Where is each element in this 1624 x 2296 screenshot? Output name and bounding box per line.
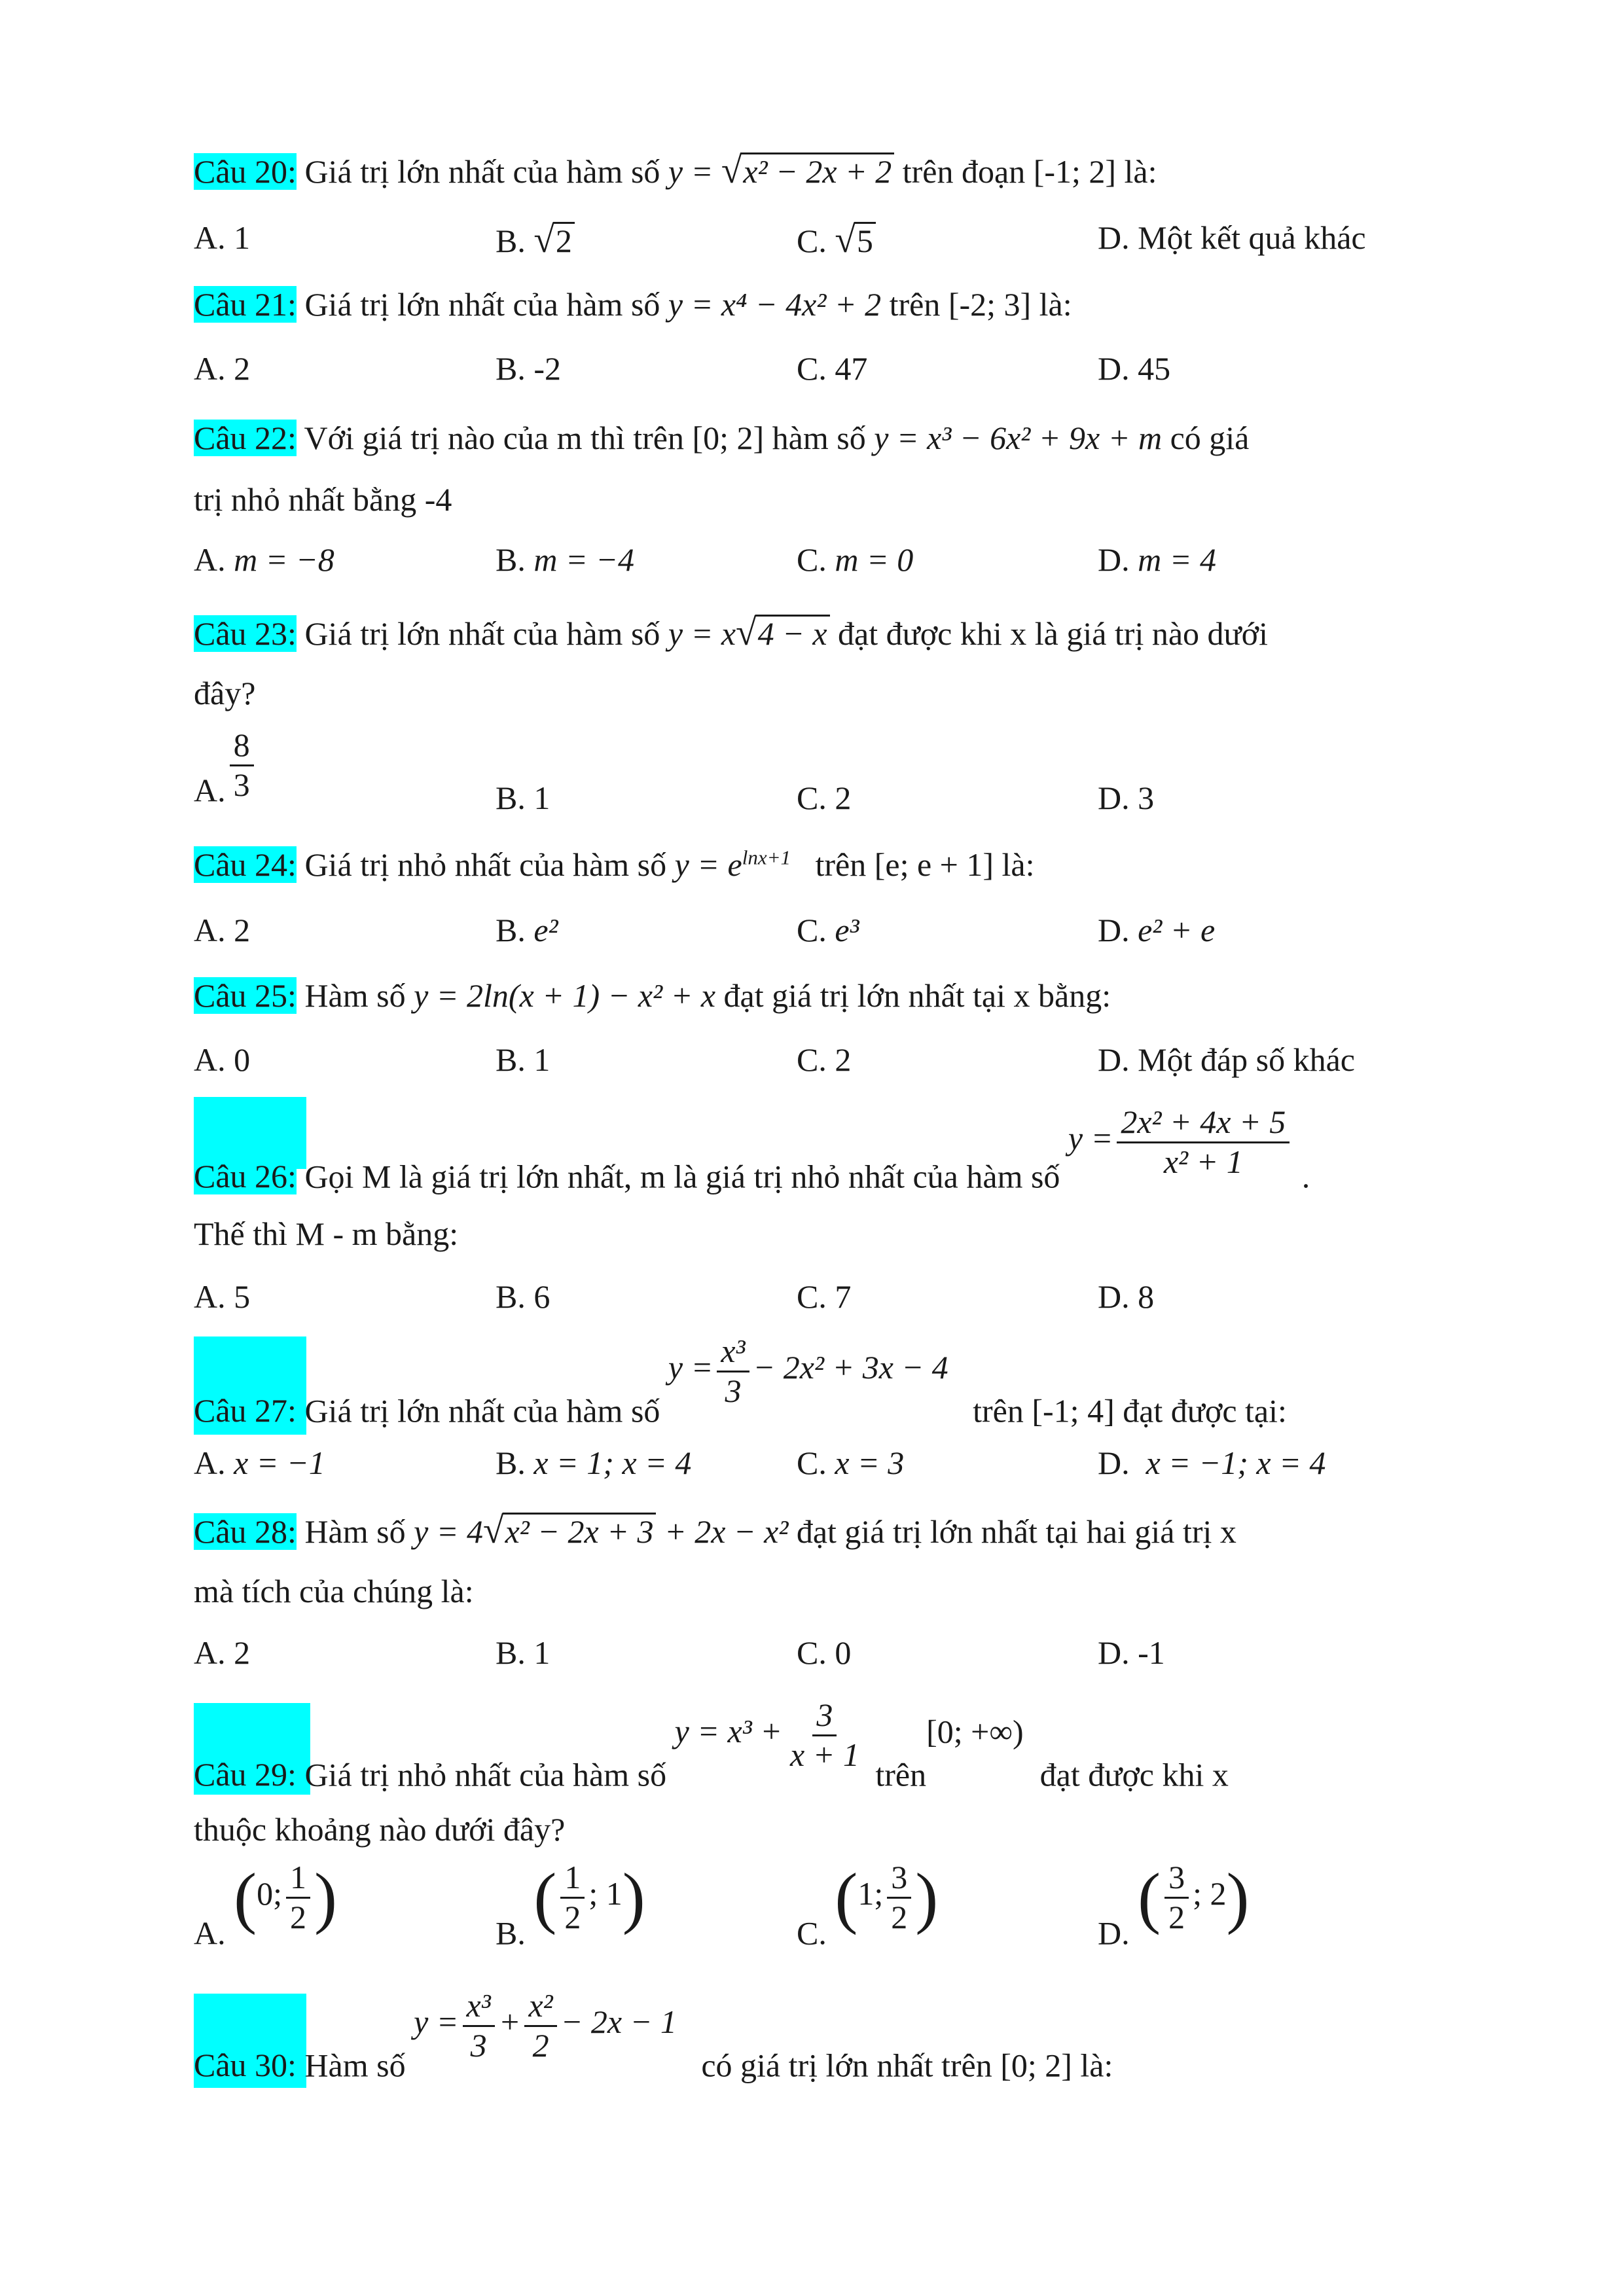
option-a: A. (0; $\frac{1}{2}$ ) xyxy=(194,1859,337,1952)
question-24 xyxy=(194,846,1437,884)
question-29 xyxy=(194,1696,1437,1793)
option-a: A. 2 xyxy=(194,350,251,387)
option-d: D. e² + e xyxy=(1098,912,1216,948)
question-text: Hàm số xyxy=(304,1513,406,1550)
question-label: Câu 21: xyxy=(194,286,297,323)
option-c: C. x = 3 xyxy=(797,1444,905,1481)
option-b: B. -2 xyxy=(496,350,561,387)
question-label: Câu 22: xyxy=(194,420,297,456)
question-label: Câu 20: xyxy=(194,153,297,190)
question-26-line2: Thế thì M - m bằng: xyxy=(194,1215,459,1252)
option-a: A. 2 xyxy=(194,912,251,948)
option-d: D. x = −1; x = 4 xyxy=(1098,1444,1326,1481)
formula: y = x³ − 6x² + 9x + m xyxy=(874,420,1163,456)
option-c: C. 7 xyxy=(797,1278,852,1315)
question-text: Giá trị lớn nhất của hàm số xyxy=(304,1392,660,1429)
question-text-after: đạt được khi x là giá trị nào dưới xyxy=(838,615,1268,652)
question-text: Giá trị lớn nhất của hàm số xyxy=(304,153,660,190)
question-23 xyxy=(194,611,1437,654)
option-a: A. 5 xyxy=(194,1278,251,1315)
option-a: A. x = −1 xyxy=(194,1444,325,1481)
question-text-after: đạt được khi x xyxy=(1039,1756,1229,1793)
option-c: C. 0 xyxy=(797,1634,852,1671)
option-a: A. 1 xyxy=(194,219,251,256)
question-label: Câu 24: xyxy=(194,846,297,883)
question-30 xyxy=(194,1987,1437,2084)
question-label: Câu 30: xyxy=(194,2047,297,2084)
option-d: D. ( $\frac{3}{2}$ ; 2) xyxy=(1098,1859,1250,1952)
option-c: C. √5 xyxy=(797,219,876,261)
option-c: C. (1; $\frac{3}{2}$ ) xyxy=(797,1859,939,1952)
question-text-after: trên [-2; 3] là: xyxy=(889,286,1072,323)
option-b: B. x = 1; x = 4 xyxy=(496,1444,692,1481)
option-a: A. 2 xyxy=(194,1634,251,1671)
question-text: Với giá trị nào của m thì trên [0; 2] hàm số xyxy=(304,420,866,456)
option-c: C. 47 xyxy=(797,350,868,387)
option-c: C. e³ xyxy=(797,912,859,948)
option-b: B. ( $\frac{1}{2}$ ; 1) xyxy=(496,1859,645,1952)
option-d: D. -1 xyxy=(1098,1634,1165,1671)
option-c: C. m = 0 xyxy=(797,541,914,578)
question-23-line2: đây? xyxy=(194,675,256,711)
formula: y = $\frac{\text{2x² + 4x + 5}}{\text{x² + 1}}$ xyxy=(1068,1120,1293,1157)
formula: y = 2ln(x + 1) − x² + x xyxy=(414,977,716,1014)
question-text: Giá trị lớn nhất của hàm số xyxy=(304,286,660,323)
formula: y = 4√x² − 2x + 3 + 2x − x² xyxy=(414,1510,789,1551)
question-text: Gọi M là giá trị lớn nhất, m là giá trị nhỏ nhất của hàm số xyxy=(304,1158,1060,1195)
question-22 xyxy=(194,419,1437,457)
option-d: D. 45 xyxy=(1098,350,1171,387)
question-text-after: có giá trị lớn nhất trên [0; 2] là: xyxy=(701,2047,1113,2084)
formula: y = √x² − 2x + 2 xyxy=(668,153,894,190)
formula: y = $\frac{\text{x³}}{3}$ + $\frac{\text{x²}}{2}$ − 2x − 1 xyxy=(414,1987,677,2064)
option-d: D. 3 xyxy=(1098,780,1155,816)
question-text-after: trên đoạn [-1; 2] là: xyxy=(902,153,1157,190)
formula: y = x³ + $\frac{3}{x + 1}$ xyxy=(674,1696,859,1773)
question-28 xyxy=(194,1509,1437,1552)
question-20 xyxy=(194,149,1437,192)
interval: [0; +∞) xyxy=(926,1713,1024,1750)
option-c: C. 2 xyxy=(797,1041,852,1078)
question-label: Câu 26: xyxy=(194,1158,297,1195)
formula: $y = e^{lnx+1}$ xyxy=(674,846,791,883)
question-text-mid: trên xyxy=(875,1756,927,1793)
question-text-after: đạt giá trị lớn nhất tại x bằng: xyxy=(723,977,1111,1014)
question-label: Câu 27: xyxy=(194,1392,297,1429)
question-label: Câu 29: xyxy=(194,1756,297,1793)
option-b: B. 1 xyxy=(496,780,550,816)
question-label: Câu 25: xyxy=(194,977,297,1014)
formula: y = x√4 − x xyxy=(668,615,830,652)
question-text: Hàm số xyxy=(304,977,406,1014)
option-d: D. Một đáp số khác xyxy=(1098,1041,1355,1078)
question-22-line2: trị nhỏ nhất bằng -4 xyxy=(194,481,452,518)
question-21 xyxy=(194,285,1437,323)
option-a: A. $\frac{8}{3}$ xyxy=(194,726,258,809)
question-text: Giá trị lớn nhất của hàm số xyxy=(304,615,660,652)
question-text: Hàm số xyxy=(304,2047,406,2084)
question-label: Câu 23: xyxy=(194,615,297,652)
option-a: A. 0 xyxy=(194,1041,251,1078)
question-text-after: đạt giá trị lớn nhất tại hai giá trị x xyxy=(796,1513,1236,1550)
question-text: Giá trị nhỏ nhất của hàm số xyxy=(304,1756,667,1793)
option-c: C. 2 xyxy=(797,780,852,816)
question-text-after: . xyxy=(1301,1158,1310,1195)
question-text-after: trên [-1; 4] đạt được tại: xyxy=(973,1392,1287,1429)
option-b: B. m = −4 xyxy=(496,541,634,578)
question-text-after: có giá xyxy=(1170,420,1250,456)
option-b: B. 1 xyxy=(496,1041,550,1078)
option-b: B. 1 xyxy=(496,1634,550,1671)
option-b: B. e² xyxy=(496,912,558,948)
question-26 xyxy=(194,1103,1437,1195)
option-b: B. 6 xyxy=(496,1278,550,1315)
option-a: A. m = −8 xyxy=(194,541,334,578)
question-text-after: trên [e; e + 1] là: xyxy=(815,846,1035,883)
question-29-line2: thuộc khoảng nào dưới đây? xyxy=(194,1811,566,1848)
question-25 xyxy=(194,977,1437,1014)
formula: y = $\frac{\text{x³}}{3}$ − 2x² + 3x − 4 xyxy=(668,1333,948,1409)
question-27 xyxy=(194,1333,1437,1429)
question-text: Giá trị nhỏ nhất của hàm số xyxy=(304,846,667,883)
option-d: D. 8 xyxy=(1098,1278,1155,1315)
option-d: D. Một kết quả khác xyxy=(1098,219,1366,256)
question-28-line2: mà tích của chúng là: xyxy=(194,1573,474,1609)
question-label: Câu 28: xyxy=(194,1513,297,1550)
option-d: D. m = 4 xyxy=(1098,541,1216,578)
formula: y = x⁴ − 4x² + 2 xyxy=(668,286,882,323)
option-b: B. √2 xyxy=(496,219,575,261)
